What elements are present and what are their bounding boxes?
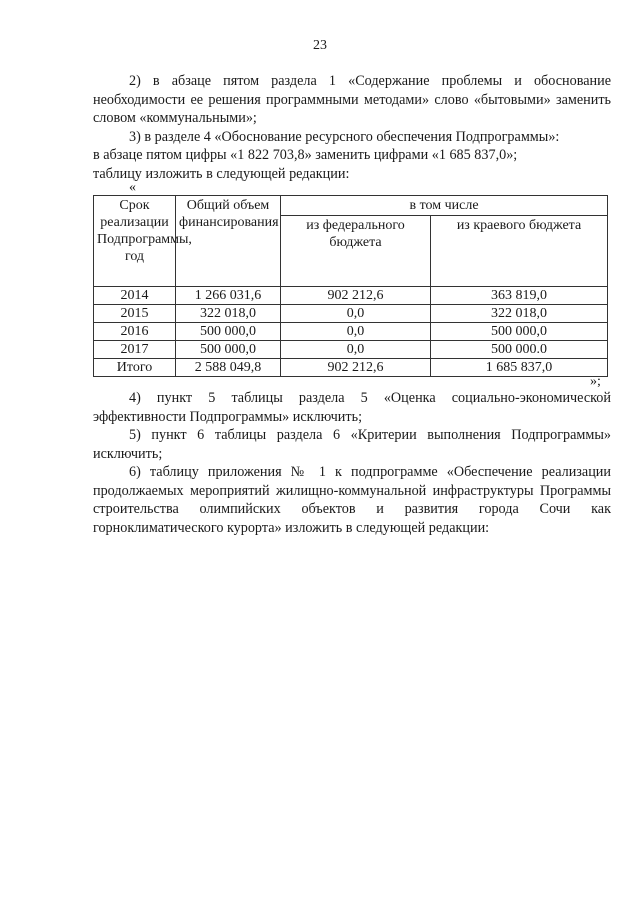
cell-total: 2 588 049,8 — [176, 359, 281, 377]
cell-regional: 1 685 837,0 — [431, 359, 608, 377]
cell-federal: 0,0 — [281, 323, 431, 341]
cell-year: 2014 — [94, 287, 176, 305]
cell-year: Итого — [94, 359, 176, 377]
cell-regional: 500 000,0 — [431, 323, 608, 341]
amendment-block-1 — [93, 72, 611, 183]
cell-year: 2015 — [94, 305, 176, 323]
table-row — [94, 305, 608, 323]
paragraph-table-intro: таблицу изложить в следующей редакции: — [93, 165, 350, 182]
page-number: 23 — [313, 38, 327, 53]
table-row-total — [94, 359, 608, 377]
cell-regional: 363 819,0 — [431, 287, 608, 305]
header-total: Общий объем финансирования — [176, 196, 281, 287]
cell-total: 500 000,0 — [176, 323, 281, 341]
table-row — [94, 341, 608, 359]
header-including: в том числе — [281, 196, 608, 216]
header-regional: из краевого бюджета — [431, 216, 608, 287]
cell-federal: 902 212,6 — [281, 287, 431, 305]
cell-federal: 902 212,6 — [281, 359, 431, 377]
cell-federal: 0,0 — [281, 341, 431, 359]
cell-federal: 0,0 — [281, 305, 431, 323]
cell-total: 1 266 031,6 — [176, 287, 281, 305]
cell-regional: 322 018,0 — [431, 305, 608, 323]
paragraph-item-2: 2) в абзаце пятом раздела 1 «Содержание проблемы и обоснование необходимости ее решения программными методами» слово «бытовыми» заменить словом «коммунальными»; — [93, 73, 611, 126]
paragraph-item-4: 4) пункт 5 таблицы раздела 5 «Оценка социально-экономической эффективности Подпрограммы» исключить; — [93, 390, 611, 425]
paragraph-item-6: 6) таблицу приложения № 1 к подпрограмме «Обеспечение реализации продолжаемых мероприятий жилищно-коммунальной инфраструктуры Программы строительства олимпийских объектов и развития города Сочи как горноклиматического курорта» изложить в следующей редакции: — [93, 464, 611, 536]
cell-year: 2017 — [94, 341, 176, 359]
cell-total: 500 000,0 — [176, 341, 281, 359]
opening-quote: « — [129, 180, 136, 195]
amendment-block-2 — [93, 389, 611, 537]
cell-year: 2016 — [94, 323, 176, 341]
cell-regional: 500 000.0 — [431, 341, 608, 359]
financing-table — [93, 195, 608, 377]
header-period: Срок реализации Подпрограммы, год — [94, 196, 176, 287]
closing-quote: »; — [590, 374, 601, 389]
paragraph-figures-replace: в абзаце пятом цифры «1 822 703,8» заменить цифрами «1 685 837,0»; — [93, 147, 518, 163]
cell-total: 322 018,0 — [176, 305, 281, 323]
paragraph-item-3: 3) в разделе 4 «Обоснование ресурсного обеспечения Подпрограммы»: — [129, 128, 560, 145]
header-federal: из федерального бюджета — [281, 216, 431, 287]
paragraph-item-5: 5) пункт 6 таблицы раздела 6 «Критерии выполнения Подпрограммы» исключить; — [93, 427, 611, 462]
table-row — [94, 287, 608, 305]
table-row — [94, 323, 608, 341]
